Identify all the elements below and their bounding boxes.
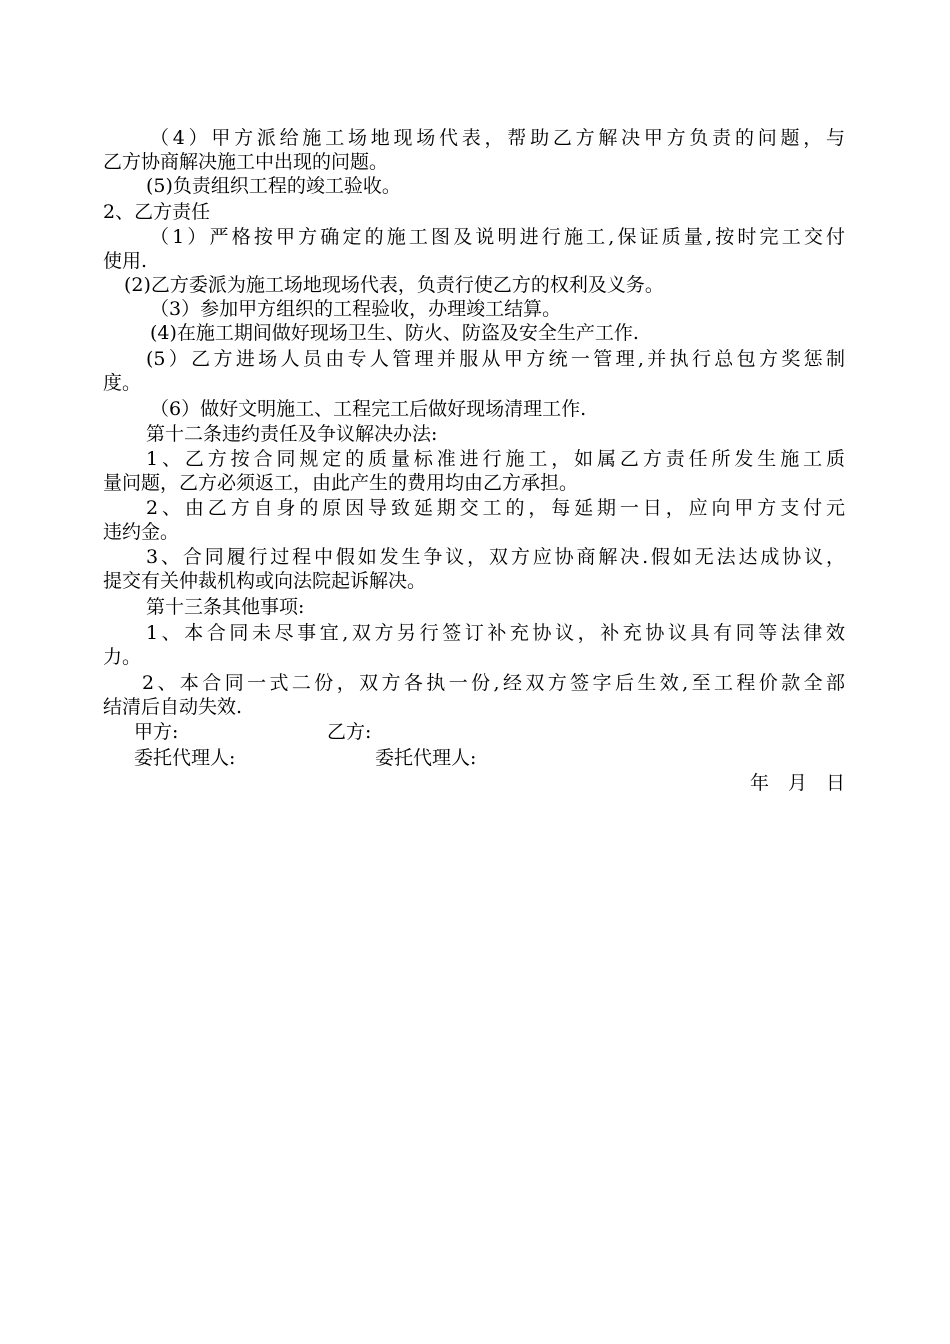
paragraph-line: (2)乙方委派为施工场地现场代表，负责行使乙方的权利及义务。 (124, 274, 664, 296)
paragraph-line: 乙方协商解决施工中出现的问题。 (103, 151, 389, 173)
paragraph-line: 违约金。 (103, 521, 180, 543)
party-a-label: 甲方: (134, 721, 179, 743)
article-heading: 第十三条其他事项: (146, 596, 305, 618)
paragraph-line: 提交有关仲裁机构或向法院起诉解决。 (103, 570, 427, 592)
paragraph-line: 1、本合同未尽事宜,双方另行签订补充协议，补充协议具有同等法律效 (146, 622, 845, 644)
paragraph-line: 度。 (103, 372, 142, 394)
paragraph-line: 力。 (103, 646, 142, 668)
agent-a-label: 委托代理人: (134, 747, 236, 769)
section-heading: 2、乙方责任 (103, 201, 211, 223)
paragraph-line: 结清后自动失效. (103, 696, 243, 718)
party-b-label: 乙方: (327, 721, 372, 743)
paragraph-line: (5)负责组织工程的竣工验收。 (146, 175, 401, 197)
article-heading: 第十二条违约责任及争议解决办法: (146, 423, 438, 445)
paragraph-line: (5）乙方进场人员由专人管理并服从甲方统一管理,并执行总包方奖惩制 (146, 348, 845, 370)
paragraph-line: 使用. (103, 250, 148, 272)
paragraph-line: 2、由乙方自身的原因导致延期交工的，每延期一日，应向甲方支付元 (146, 497, 845, 519)
paragraph-line: 量问题，乙方必须返工，由此产生的费用均由乙方承担。 (103, 472, 579, 494)
paragraph-line: 1、乙方按合同规定的质量标准进行施工，如属乙方责任所发生施工质 (146, 448, 845, 470)
paragraph-line: (4)在施工期间做好现场卫生、防火、防盗及安全生产工作. (150, 322, 639, 344)
paragraph-line: 2、本合同一式二份，双方各执一份,经双方签字后生效,至工程价款全部 (142, 672, 845, 694)
date-line: 年 月 日 (749, 772, 845, 794)
agent-b-label: 委托代理人: (375, 747, 477, 769)
paragraph-line: （6）做好文明施工、工程完工后做好现场清理工作. (150, 398, 587, 420)
paragraph-line: （1）严格按甲方确定的施工图及说明进行施工,保证质量,按时完工交付 (150, 226, 845, 248)
paragraph-line: （3）参加甲方组织的工程验收，办理竣工结算。 (150, 298, 562, 320)
paragraph-line: （4）甲方派给施工场地现场代表，帮助乙方解决甲方负责的问题，与 (150, 127, 845, 149)
paragraph-line: 3、合同履行过程中假如发生争议，双方应协商解决.假如无法达成协议， (146, 546, 845, 568)
